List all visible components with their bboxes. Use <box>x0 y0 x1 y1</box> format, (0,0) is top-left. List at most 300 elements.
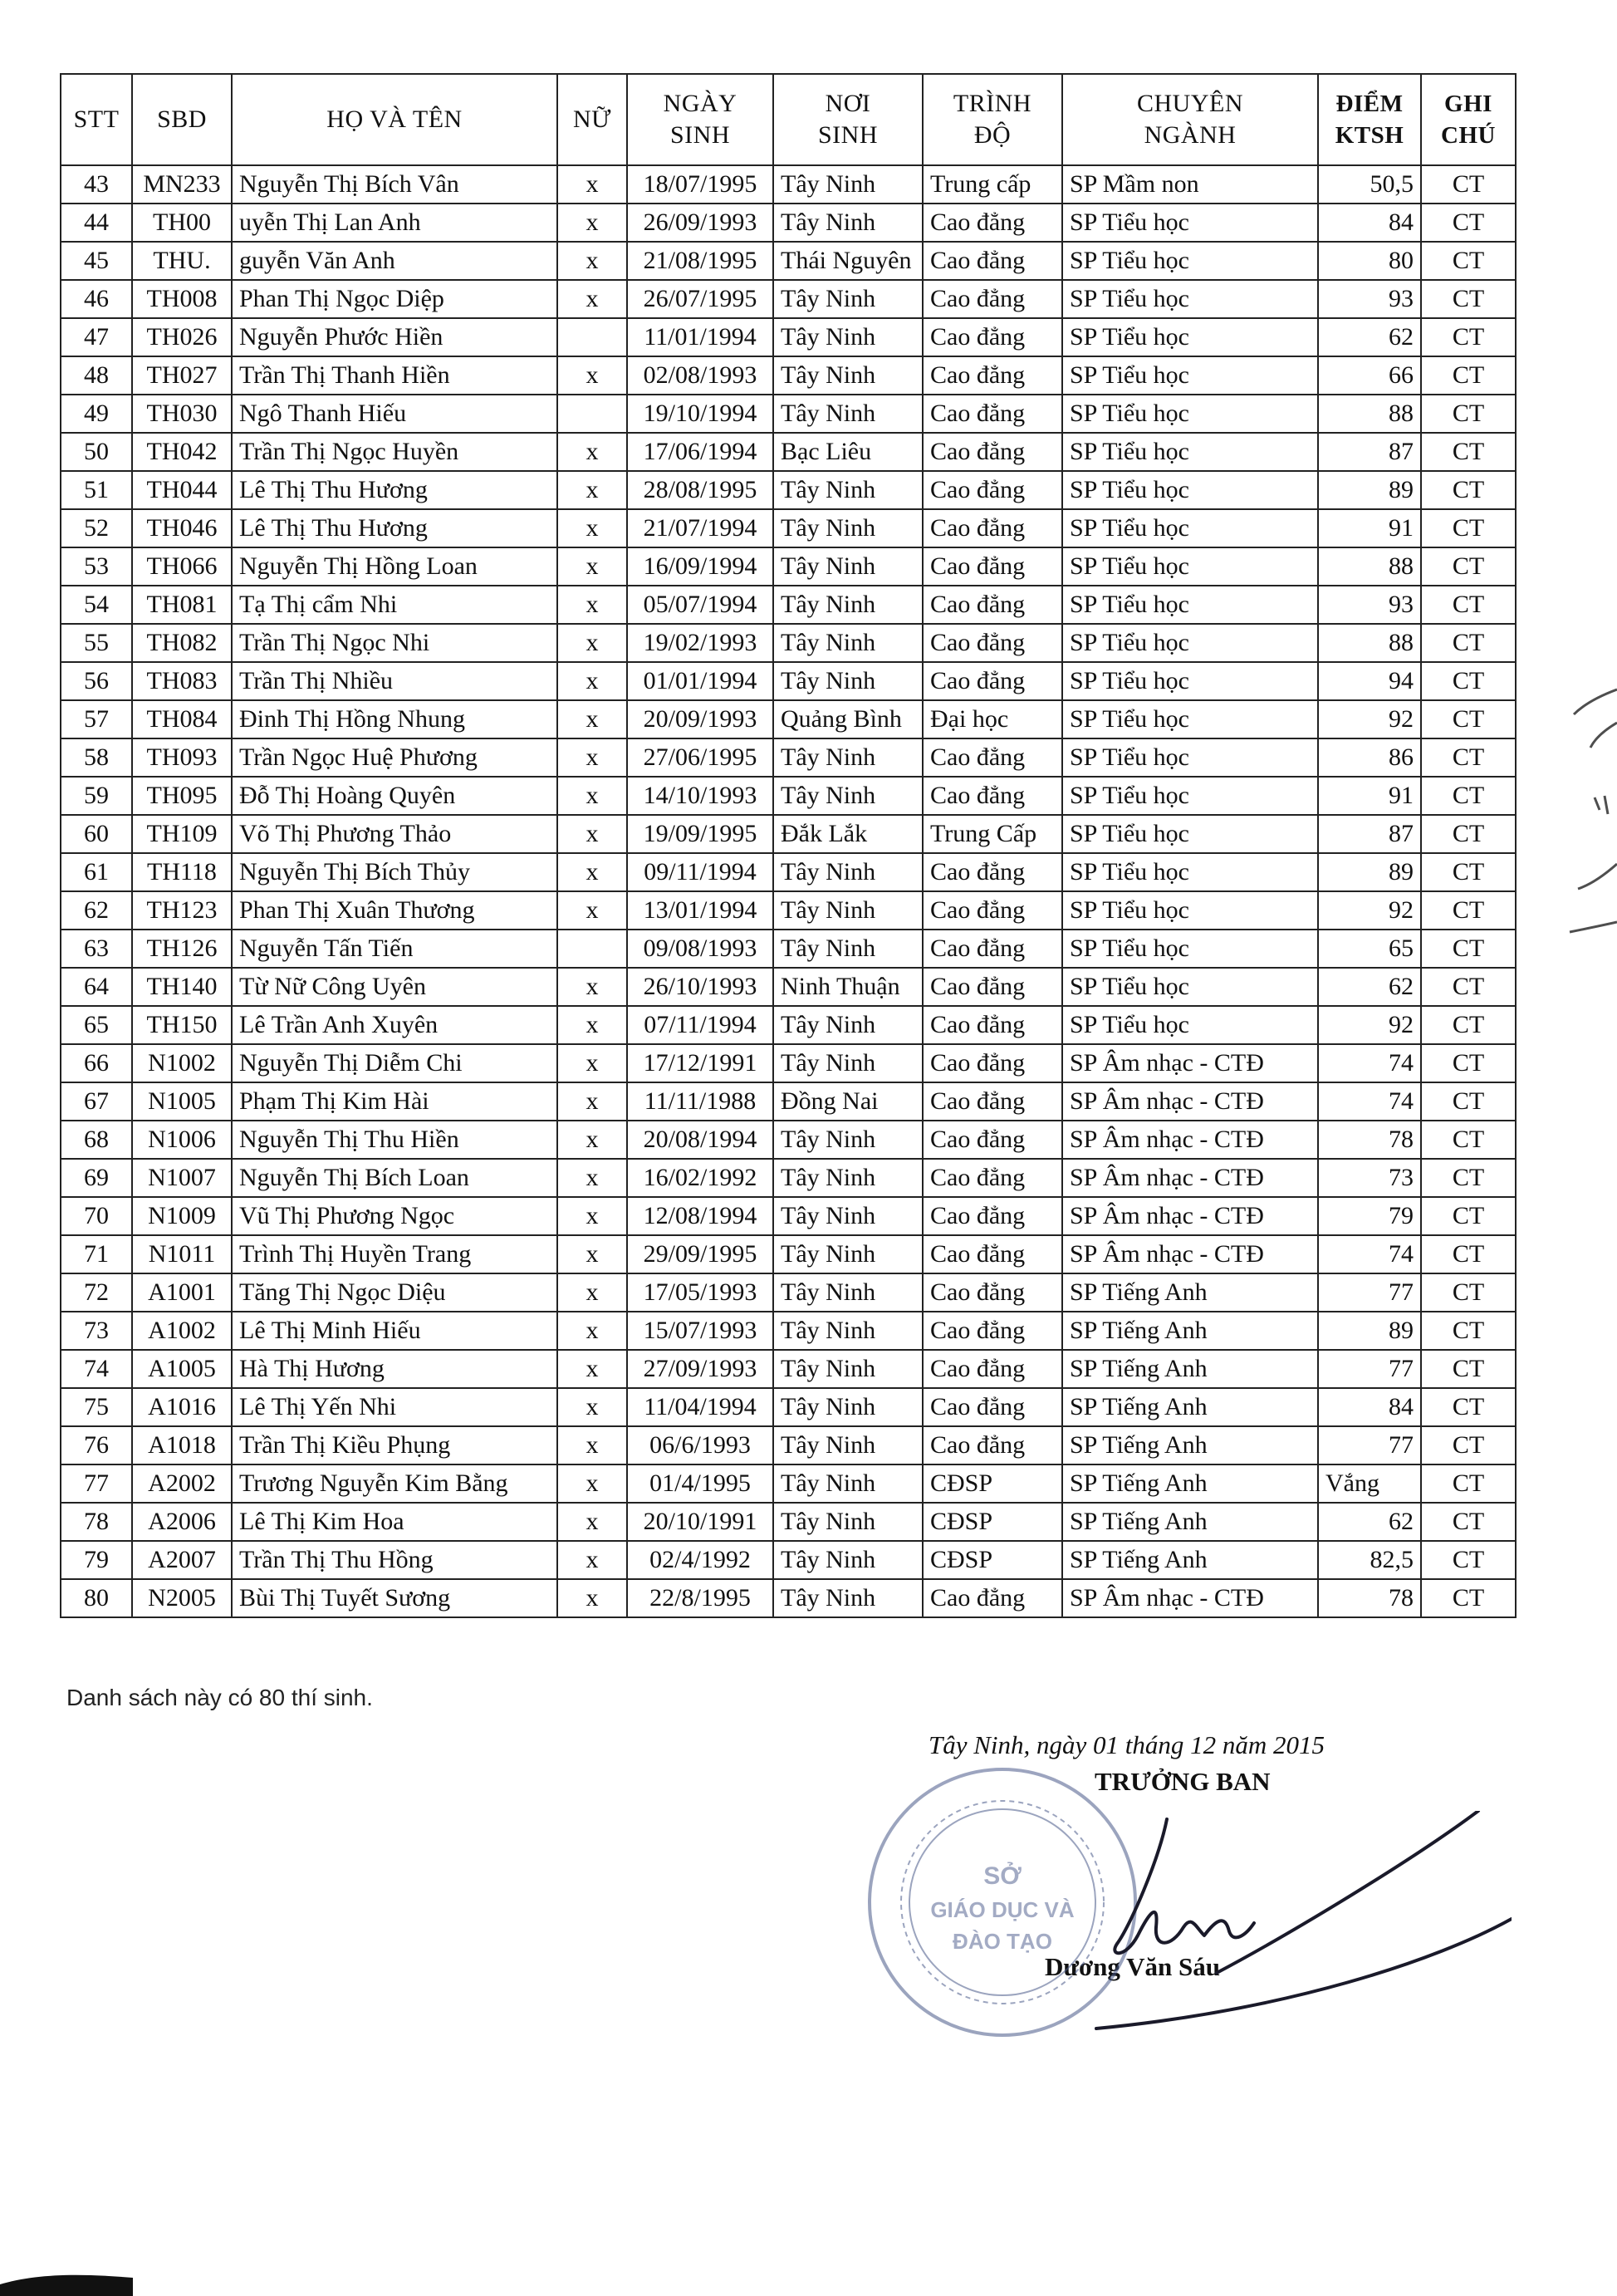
cell-sbd: TH118 <box>132 853 232 891</box>
cell-note: CT <box>1421 318 1516 356</box>
cell-sbd: TH140 <box>132 968 232 1006</box>
table-row <box>61 738 1516 777</box>
cell-pob: Tây Ninh <box>773 1235 923 1273</box>
cell-name: Trần Thị Thanh Hiền <box>232 356 557 395</box>
cell-nu: x <box>557 624 627 662</box>
table-row <box>61 1541 1516 1579</box>
cell-nu: x <box>557 1044 627 1082</box>
cell-major: SP Âm nhạc - CTĐ <box>1062 1121 1318 1159</box>
cell-name: Trần Thị Nhiều <box>232 662 557 700</box>
cell-pob: Tây Ninh <box>773 662 923 700</box>
table-row <box>61 1082 1516 1121</box>
table-row <box>61 1006 1516 1044</box>
cell-note: CT <box>1421 1159 1516 1197</box>
cell-stt: 52 <box>61 509 132 547</box>
cell-nu: x <box>557 853 627 891</box>
cell-level: CĐSP <box>923 1541 1062 1579</box>
table-row <box>61 395 1516 433</box>
cell-major: SP Tiểu học <box>1062 891 1318 930</box>
cell-dob: 18/07/1995 <box>627 165 773 204</box>
cell-dob: 27/06/1995 <box>627 738 773 777</box>
table-row <box>61 1312 1516 1350</box>
cell-name: Đinh Thị Hồng Nhung <box>232 700 557 738</box>
cell-nu: x <box>557 700 627 738</box>
table-row <box>61 1235 1516 1273</box>
cell-nu <box>557 395 627 433</box>
cell-name: Tạ Thị cẩm Nhi <box>232 586 557 624</box>
cell-score: 79 <box>1318 1197 1421 1235</box>
cell-note: CT <box>1421 547 1516 586</box>
table-body <box>61 165 1516 1617</box>
cell-stt: 77 <box>61 1464 132 1503</box>
cell-pob: Thái Nguyên <box>773 242 923 280</box>
cell-stt: 55 <box>61 624 132 662</box>
cell-note: CT <box>1421 1197 1516 1235</box>
cell-major: SP Tiếng Anh <box>1062 1464 1318 1503</box>
cell-score: 65 <box>1318 930 1421 968</box>
cell-note: CT <box>1421 891 1516 930</box>
cell-sbd: A2006 <box>132 1503 232 1541</box>
cell-sbd: A1002 <box>132 1312 232 1350</box>
cell-level: Cao đẳng <box>923 1044 1062 1082</box>
cell-major: SP Tiểu học <box>1062 853 1318 891</box>
cell-score: 50,5 <box>1318 165 1421 204</box>
cell-level: Cao đẳng <box>923 204 1062 242</box>
cell-name: Trình Thị Huyền Trang <box>232 1235 557 1273</box>
col-header-pob: NƠI SINH <box>773 74 923 165</box>
cell-nu: x <box>557 1197 627 1235</box>
cell-note: CT <box>1421 395 1516 433</box>
cell-score: 92 <box>1318 700 1421 738</box>
cell-level: Cao đẳng <box>923 662 1062 700</box>
cell-nu: x <box>557 356 627 395</box>
table-row <box>61 853 1516 891</box>
cell-pob: Tây Ninh <box>773 547 923 586</box>
cell-sbd: TH082 <box>132 624 232 662</box>
cell-sbd: TH030 <box>132 395 232 433</box>
col-header-name: HỌ VÀ TÊN <box>232 74 557 165</box>
cell-name: Nguyễn Phước Hiền <box>232 318 557 356</box>
table-row <box>61 586 1516 624</box>
cell-dob: 11/04/1994 <box>627 1388 773 1426</box>
cell-major: SP Tiểu học <box>1062 280 1318 318</box>
cell-note: CT <box>1421 1044 1516 1082</box>
cell-level: Cao đẳng <box>923 433 1062 471</box>
cell-sbd: TH008 <box>132 280 232 318</box>
cell-pob: Tây Ninh <box>773 395 923 433</box>
cell-score: 74 <box>1318 1044 1421 1082</box>
signer-title: TRƯỞNG BAN <box>1095 1767 1271 1796</box>
cell-stt: 79 <box>61 1541 132 1579</box>
cell-nu: x <box>557 547 627 586</box>
cell-major: SP Tiểu học <box>1062 433 1318 471</box>
cell-sbd: TH044 <box>132 471 232 509</box>
cell-major: SP Tiểu học <box>1062 204 1318 242</box>
cell-note: CT <box>1421 1312 1516 1350</box>
candidate-count-note: Danh sách này có 80 thí sinh. <box>66 1685 373 1710</box>
cell-nu: x <box>557 1312 627 1350</box>
cell-pob: Tây Ninh <box>773 1579 923 1617</box>
cell-name: Lê Thị Kim Hoa <box>232 1503 557 1541</box>
cell-nu: x <box>557 165 627 204</box>
cell-dob: 09/08/1993 <box>627 930 773 968</box>
cell-nu: x <box>557 242 627 280</box>
col-header-level: TRÌNH ĐỘ <box>923 74 1062 165</box>
cell-pob: Tây Ninh <box>773 1159 923 1197</box>
cell-nu: x <box>557 204 627 242</box>
cell-nu: x <box>557 1388 627 1426</box>
cell-stt: 75 <box>61 1388 132 1426</box>
cell-stt: 48 <box>61 356 132 395</box>
cell-dob: 29/09/1995 <box>627 1235 773 1273</box>
cell-stt: 69 <box>61 1159 132 1197</box>
cell-major: SP Tiểu học <box>1062 471 1318 509</box>
table-row <box>61 930 1516 968</box>
cell-score: 93 <box>1318 280 1421 318</box>
cell-stt: 56 <box>61 662 132 700</box>
cell-nu: x <box>557 471 627 509</box>
table-row <box>61 1197 1516 1235</box>
cell-nu: x <box>557 280 627 318</box>
cell-major: SP Âm nhạc - CTĐ <box>1062 1159 1318 1197</box>
cell-pob: Tây Ninh <box>773 1350 923 1388</box>
cell-name: Lê Trần Anh Xuyên <box>232 1006 557 1044</box>
cell-nu: x <box>557 1121 627 1159</box>
cell-score: 92 <box>1318 891 1421 930</box>
cell-nu: x <box>557 1350 627 1388</box>
cell-score: 92 <box>1318 1006 1421 1044</box>
cell-sbd: TH084 <box>132 700 232 738</box>
cell-score: 84 <box>1318 204 1421 242</box>
cell-stt: 71 <box>61 1235 132 1273</box>
cell-sbd: A2002 <box>132 1464 232 1503</box>
cell-level: Cao đẳng <box>923 853 1062 891</box>
cell-name: Trần Thị Kiều Phụng <box>232 1426 557 1464</box>
cell-name: Nguyễn Thị Hồng Loan <box>232 547 557 586</box>
cell-note: CT <box>1421 1350 1516 1388</box>
cell-score: 86 <box>1318 738 1421 777</box>
cell-note: CT <box>1421 1503 1516 1541</box>
cell-name: guyễn Văn Anh <box>232 242 557 280</box>
cell-sbd: TH095 <box>132 777 232 815</box>
cell-level: Cao đẳng <box>923 242 1062 280</box>
cell-name: Phan Thị Ngọc Diệp <box>232 280 557 318</box>
cell-nu: x <box>557 1006 627 1044</box>
cell-dob: 20/08/1994 <box>627 1121 773 1159</box>
cell-note: CT <box>1421 853 1516 891</box>
cell-sbd: TH126 <box>132 930 232 968</box>
cell-stt: 57 <box>61 700 132 738</box>
cell-dob: 05/07/1994 <box>627 586 773 624</box>
cell-score: 84 <box>1318 1388 1421 1426</box>
cell-major: SP Tiếng Anh <box>1062 1350 1318 1388</box>
cell-name: Trần Thị Ngọc Nhi <box>232 624 557 662</box>
cell-score: 88 <box>1318 395 1421 433</box>
cell-name: Vũ Thị Phương Ngọc <box>232 1197 557 1235</box>
table-row <box>61 165 1516 204</box>
cell-pob: Tây Ninh <box>773 624 923 662</box>
cell-sbd: MN233 <box>132 165 232 204</box>
cell-sbd: TH046 <box>132 509 232 547</box>
cell-level: Cao đẳng <box>923 1350 1062 1388</box>
cell-level: Cao đẳng <box>923 1006 1062 1044</box>
cell-score: 87 <box>1318 815 1421 853</box>
cell-score: 62 <box>1318 318 1421 356</box>
cell-dob: 13/01/1994 <box>627 891 773 930</box>
cell-name: Lê Thị Thu Hương <box>232 509 557 547</box>
cell-level: Cao đẳng <box>923 1273 1062 1312</box>
cell-sbd: THU. <box>132 242 232 280</box>
cell-pob: Tây Ninh <box>773 509 923 547</box>
seal-text-1: SỞ <box>983 1862 1022 1890</box>
cell-note: CT <box>1421 586 1516 624</box>
table-row <box>61 1388 1516 1426</box>
cell-pob: Ninh Thuận <box>773 968 923 1006</box>
cell-sbd: A2007 <box>132 1541 232 1579</box>
cell-pob: Tây Ninh <box>773 1541 923 1579</box>
cell-stt: 76 <box>61 1426 132 1464</box>
cell-nu: x <box>557 662 627 700</box>
cell-stt: 43 <box>61 165 132 204</box>
cell-sbd: A1005 <box>132 1350 232 1388</box>
cell-name: Phan Thị Xuân Thương <box>232 891 557 930</box>
cell-pob: Tây Ninh <box>773 1464 923 1503</box>
cell-dob: 26/10/1993 <box>627 968 773 1006</box>
cell-dob: 26/09/1993 <box>627 204 773 242</box>
cell-score: 91 <box>1318 509 1421 547</box>
cell-score: 66 <box>1318 356 1421 395</box>
table-row <box>61 1121 1516 1159</box>
cell-sbd: TH109 <box>132 815 232 853</box>
cell-sbd: TH00 <box>132 204 232 242</box>
cell-score: 62 <box>1318 1503 1421 1541</box>
cell-score: 78 <box>1318 1121 1421 1159</box>
cell-sbd: TH083 <box>132 662 232 700</box>
cell-name: Nguyễn Tấn Tiến <box>232 930 557 968</box>
cell-pob: Bạc Liêu <box>773 433 923 471</box>
cell-note: CT <box>1421 1121 1516 1159</box>
cell-name: Lê Thị Thu Hương <box>232 471 557 509</box>
cell-major: SP Tiểu học <box>1062 547 1318 586</box>
cell-dob: 14/10/1993 <box>627 777 773 815</box>
cell-score: Vắng <box>1318 1464 1421 1503</box>
cell-pob: Tây Ninh <box>773 1503 923 1541</box>
cell-score: 89 <box>1318 1312 1421 1350</box>
cell-note: CT <box>1421 509 1516 547</box>
cell-pob: Tây Ninh <box>773 280 923 318</box>
edge-seal-fragment-icon <box>1545 673 1617 947</box>
table-row <box>61 662 1516 700</box>
cell-major: SP Tiểu học <box>1062 1006 1318 1044</box>
cell-level: Cao đẳng <box>923 509 1062 547</box>
cell-name: Đỗ Thị Hoàng Quyên <box>232 777 557 815</box>
cell-note: CT <box>1421 433 1516 471</box>
cell-level: Cao đẳng <box>923 1426 1062 1464</box>
cell-stt: 44 <box>61 204 132 242</box>
cell-nu: x <box>557 1159 627 1197</box>
cell-sbd: N2005 <box>132 1579 232 1617</box>
cell-dob: 21/08/1995 <box>627 242 773 280</box>
cell-dob: 02/08/1993 <box>627 356 773 395</box>
col-header-stt: STT <box>61 74 132 165</box>
cell-stt: 61 <box>61 853 132 891</box>
cell-stt: 65 <box>61 1006 132 1044</box>
cell-level: CĐSP <box>923 1503 1062 1541</box>
cell-major: SP Tiếng Anh <box>1062 1503 1318 1541</box>
cell-note: CT <box>1421 1464 1516 1503</box>
cell-name: Ngô Thanh Hiếu <box>232 395 557 433</box>
cell-sbd: N1005 <box>132 1082 232 1121</box>
official-seal-icon <box>860 1759 1146 2046</box>
cell-nu: x <box>557 586 627 624</box>
cell-major: SP Tiểu học <box>1062 395 1318 433</box>
table-row <box>61 242 1516 280</box>
cell-dob: 22/8/1995 <box>627 1579 773 1617</box>
cell-level: Cao đẳng <box>923 1121 1062 1159</box>
cell-pob: Tây Ninh <box>773 891 923 930</box>
cell-pob: Tây Ninh <box>773 777 923 815</box>
cell-major: SP Âm nhạc - CTĐ <box>1062 1044 1318 1082</box>
cell-major: SP Tiểu học <box>1062 242 1318 280</box>
col-header-major: CHUYÊN NGÀNH <box>1062 74 1318 165</box>
cell-note: CT <box>1421 777 1516 815</box>
cell-nu: x <box>557 968 627 1006</box>
cell-nu: x <box>557 1426 627 1464</box>
cell-score: 62 <box>1318 968 1421 1006</box>
cell-name: Nguyễn Thị Bích Thủy <box>232 853 557 891</box>
cell-level: Cao đẳng <box>923 318 1062 356</box>
table-row <box>61 318 1516 356</box>
cell-note: CT <box>1421 1426 1516 1464</box>
cell-level: Cao đẳng <box>923 1082 1062 1121</box>
cell-score: 77 <box>1318 1273 1421 1312</box>
cell-dob: 20/10/1991 <box>627 1503 773 1541</box>
cell-name: Nguyễn Thị Diễm Chi <box>232 1044 557 1082</box>
table-row <box>61 1464 1516 1503</box>
cell-stt: 59 <box>61 777 132 815</box>
cell-note: CT <box>1421 662 1516 700</box>
cell-stt: 64 <box>61 968 132 1006</box>
cell-name: Lê Thị Minh Hiếu <box>232 1312 557 1350</box>
cell-name: Bùi Thị Tuyết Sương <box>232 1579 557 1617</box>
cell-sbd: A1001 <box>132 1273 232 1312</box>
cell-stt: 51 <box>61 471 132 509</box>
cell-nu <box>557 318 627 356</box>
cell-major: SP Âm nhạc - CTĐ <box>1062 1197 1318 1235</box>
cell-dob: 09/11/1994 <box>627 853 773 891</box>
cell-sbd: N1009 <box>132 1197 232 1235</box>
cell-dob: 20/09/1993 <box>627 700 773 738</box>
cell-pob: Tây Ninh <box>773 471 923 509</box>
cell-note: CT <box>1421 204 1516 242</box>
cell-level: Cao đẳng <box>923 777 1062 815</box>
cell-nu: x <box>557 777 627 815</box>
cell-score: 74 <box>1318 1082 1421 1121</box>
table-row <box>61 547 1516 586</box>
cell-stt: 54 <box>61 586 132 624</box>
cell-score: 87 <box>1318 433 1421 471</box>
cell-stt: 50 <box>61 433 132 471</box>
cell-pob: Tây Ninh <box>773 1273 923 1312</box>
seal-text-3: ĐÀO TẠO <box>953 1929 1052 1954</box>
cell-score: 94 <box>1318 662 1421 700</box>
cell-pob: Đồng Nai <box>773 1082 923 1121</box>
cell-sbd: N1011 <box>132 1235 232 1273</box>
cell-score: 80 <box>1318 242 1421 280</box>
cell-sbd: N1002 <box>132 1044 232 1082</box>
cell-stt: 73 <box>61 1312 132 1350</box>
scan-edge-mark <box>0 2259 133 2296</box>
cell-major: SP Âm nhạc - CTĐ <box>1062 1082 1318 1121</box>
col-header-score: ĐIỂM KTSH <box>1318 74 1421 165</box>
cell-level: Cao đẳng <box>923 1159 1062 1197</box>
cell-major: SP Âm nhạc - CTĐ <box>1062 1579 1318 1617</box>
cell-stt: 80 <box>61 1579 132 1617</box>
cell-level: Trung cấp <box>923 165 1062 204</box>
table-row <box>61 509 1516 547</box>
cell-major: SP Tiếng Anh <box>1062 1426 1318 1464</box>
cell-nu <box>557 930 627 968</box>
cell-nu: x <box>557 1082 627 1121</box>
cell-sbd: TH150 <box>132 1006 232 1044</box>
cell-stt: 70 <box>61 1197 132 1235</box>
cell-stt: 53 <box>61 547 132 586</box>
cell-dob: 19/02/1993 <box>627 624 773 662</box>
cell-sbd: TH066 <box>132 547 232 586</box>
table-row <box>61 1273 1516 1312</box>
cell-dob: 02/4/1992 <box>627 1541 773 1579</box>
cell-major: SP Tiểu học <box>1062 586 1318 624</box>
cell-name: Tăng Thị Ngọc Diệu <box>232 1273 557 1312</box>
cell-level: Cao đẳng <box>923 891 1062 930</box>
cell-major: SP Tiếng Anh <box>1062 1388 1318 1426</box>
cell-pob: Tây Ninh <box>773 1006 923 1044</box>
cell-stt: 78 <box>61 1503 132 1541</box>
table-row <box>61 433 1516 471</box>
table-row <box>61 1426 1516 1464</box>
cell-note: CT <box>1421 930 1516 968</box>
cell-score: 82,5 <box>1318 1541 1421 1579</box>
cell-pob: Tây Ninh <box>773 356 923 395</box>
cell-score: 93 <box>1318 586 1421 624</box>
cell-dob: 06/6/1993 <box>627 1426 773 1464</box>
cell-major: SP Tiểu học <box>1062 815 1318 853</box>
cell-note: CT <box>1421 968 1516 1006</box>
cell-sbd: N1007 <box>132 1159 232 1197</box>
cell-name: uyễn Thị Lan Anh <box>232 204 557 242</box>
cell-nu: x <box>557 509 627 547</box>
cell-stt: 66 <box>61 1044 132 1082</box>
cell-stt: 58 <box>61 738 132 777</box>
cell-note: CT <box>1421 1082 1516 1121</box>
cell-stt: 46 <box>61 280 132 318</box>
cell-dob: 19/09/1995 <box>627 815 773 853</box>
table-row <box>61 204 1516 242</box>
cell-major: SP Tiếng Anh <box>1062 1312 1318 1350</box>
cell-sbd: TH042 <box>132 433 232 471</box>
col-header-female: NỮ <box>557 74 627 165</box>
cell-level: Cao đẳng <box>923 471 1062 509</box>
table-row <box>61 1159 1516 1197</box>
cell-pob: Tây Ninh <box>773 1426 923 1464</box>
cell-major: SP Mầm non <box>1062 165 1318 204</box>
cell-nu: x <box>557 1464 627 1503</box>
cell-major: SP Âm nhạc - CTĐ <box>1062 1235 1318 1273</box>
cell-pob: Tây Ninh <box>773 853 923 891</box>
cell-score: 91 <box>1318 777 1421 815</box>
cell-name: Từ Nữ Công Uyên <box>232 968 557 1006</box>
cell-dob: 28/08/1995 <box>627 471 773 509</box>
